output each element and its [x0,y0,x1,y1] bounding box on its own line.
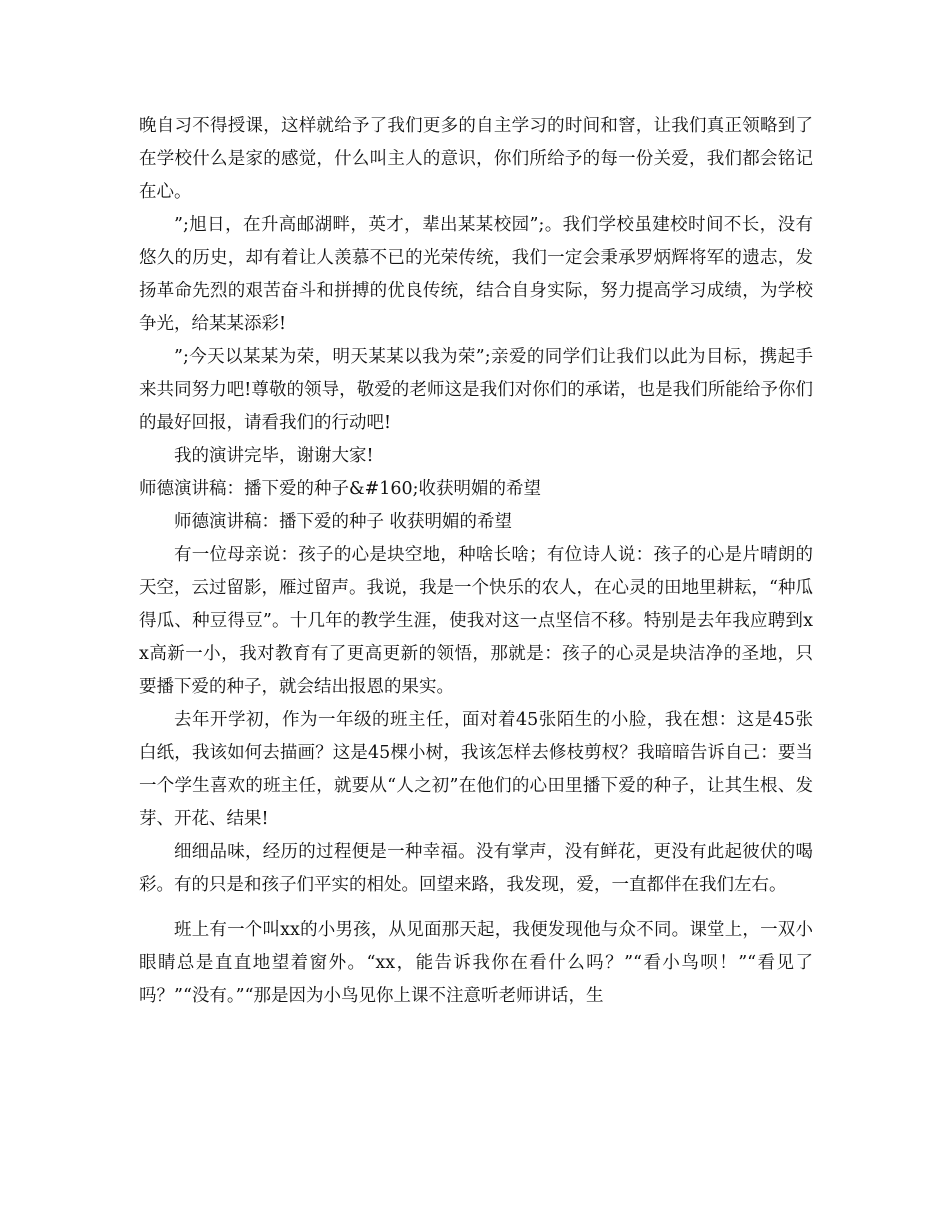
paragraph: 细细品味，经历的过程便是一种幸福。没有掌声，没有鲜花，更没有此起彼伏的喝彩。有的只是和孩子们平实的相处。回望来路，我发现，爱，一直都伴在我们左右。 [139,842,813,895]
paragraph: 去年开学初，作为一年级的班主任，面对着45张陌生的小脸，我在想：这是45张白纸，我该如何去描画？这是45棵小树，我该怎样去修枝剪杈？我暗暗告诉自己：要当一个学生喜欢的班主任，就要从“人之初”在他们的心田里播下爱的种子，让其生根、发芽、开花、结果! [139,710,813,829]
paragraph: ”;旭日，在升高邮湖畔，英才，辈出某某校园”;。我们学校虽建校时间不长，没有悠久的历史，却有着让人羡慕不已的光荣传统，我们一定会秉承罗炳辉将军的遗志，发扬革命先烈的艰苦奋斗和拼搏的优良传统，结合自身实际，努力提高学习成绩，为学校争光，给某某添彩! [139,215,813,334]
paragraph: 有一位母亲说：孩子的心是块空地，种啥长啥；有位诗人说：孩子的心是片晴朗的天空，云过留影，雁过留声。我说，我是一个快乐的农人，在心灵的田地里耕耘，“种瓜得瓜、种豆得豆”。十几年的教学生涯，使我对这一点坚信不移。特别是去年我应聘到xx高新一小，我对教育有了更高更新的领悟，那就是：孩子的心灵是块洁净的圣地，只要播下爱的种子，就会结出报恩的果实。 [139,545,813,697]
paragraph: 班上有一个叫xx的小男孩，从见面那天起，我便发现他与众不同。课堂上，一双小眼睛总是直直地望着窗外。“xx，能告诉我你在看什么吗？”“看小鸟呗！”“看见了吗？”“没有。”“那是因为小鸟见你上课不注意听老师讲话，生 [139,920,813,1006]
paragraph: 我的演讲完毕，谢谢大家! [174,446,374,466]
paragraph: 晚自习不得授课，这样就给予了我们更多的自主学习的时间和窨，让我们真正领略到了在学校什么是家的感觉，什么叫主人的意识，你们所给予的每一份关爱，我们都会铭记在心。 [139,116,813,202]
paragraph: ”;今天以某某为荣，明天某某以我为荣”;亲爱的同学们让我们以此为目标，携起手来共同努力吧!尊敬的领导，敬爱的老师这是我们对你们的承诺，也是我们所能给予你们的最好回报，请看我们的行动吧! [139,347,813,433]
section-title: 师德演讲稿：播下爱的种子 收获明媚的希望 [174,512,513,532]
section-heading: 师德演讲稿：播下爱的种子&#160;收获明媚的希望 [139,479,542,499]
document-body [139,110,813,1013]
